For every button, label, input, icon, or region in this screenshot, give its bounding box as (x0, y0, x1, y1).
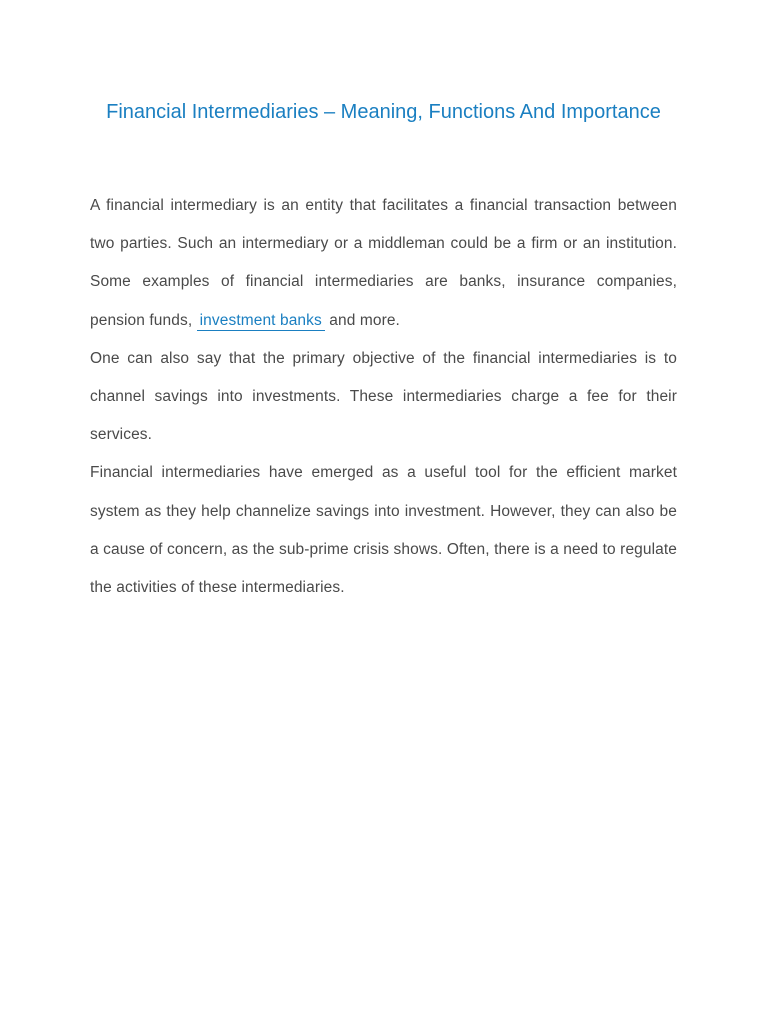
page-title: Financial Intermediaries – Meaning, Functions And Importance (106, 101, 661, 123)
paragraph-3: Financial intermediaries have emerged as a useful tool for the efficient market system as they help channelize savings into investment. However, they can also be a cause of concern, as the sub-prime crisis shows. Often, there is a need to regulate the activities of these intermediaries. (90, 464, 677, 597)
article-body (90, 187, 677, 607)
paragraph-1-text-before: A financial intermediary is an entity that facilitates a financial transaction between two parties. Such an intermediary or a middleman could be a firm or an institution. Some examples of financial intermediaries are banks, insurance companies, pension funds, (90, 197, 677, 329)
paragraph-1-text-after: and more. (324, 311, 400, 329)
paragraph-2: One can also say that the primary objective of the financial intermediaries is to channel savings into investments. These intermediaries charge a fee for their services. (90, 349, 677, 444)
paragraph-1 (90, 187, 677, 340)
investment-banks-link[interactable]: investment banks (197, 312, 325, 331)
